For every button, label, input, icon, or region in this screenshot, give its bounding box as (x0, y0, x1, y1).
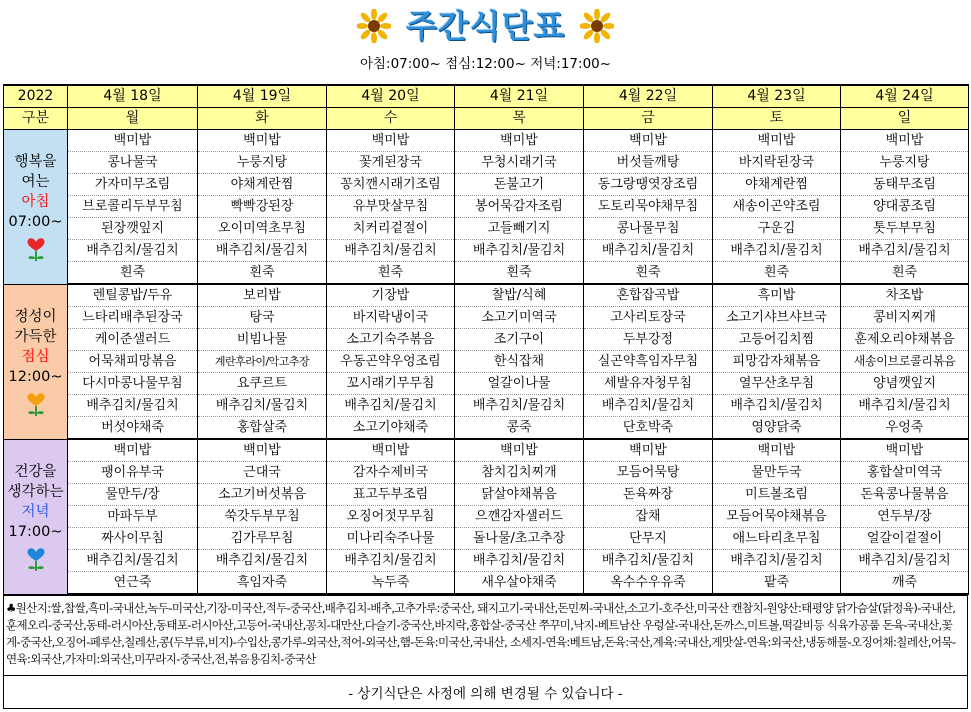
menu-item: 버섯야채죽 (68, 417, 198, 440)
menu-item: 소고기미역국 (455, 307, 584, 329)
lunch-row (4, 329, 969, 351)
menu-item: 배추김치/물김치 (68, 550, 198, 572)
menu-item: 배추김치/물김치 (584, 550, 713, 572)
menu-item: 고사리토장국 (584, 307, 713, 329)
menu-item: 차조밥 (841, 284, 969, 307)
menu-item: 새송이곤약조림 (713, 196, 841, 218)
menu-item: 백미밥 (841, 130, 969, 152)
menu-item: 야채계란찜 (198, 174, 327, 196)
meal-name: 아침 (21, 193, 50, 210)
menu-item: 실곤약흑임자무침 (584, 351, 713, 373)
menu-item: 흰죽 (841, 262, 969, 285)
meal-slogan-line: 여는 (21, 173, 50, 190)
dinner-row (4, 506, 969, 528)
menu-item: 백미밥 (584, 439, 713, 462)
menu-item: 보리밥 (198, 284, 327, 307)
menu-item: 동그랑땡엿장조림 (584, 174, 713, 196)
meal-time: 07:00~ (8, 213, 63, 230)
menu-item: 버섯들깨탕 (584, 152, 713, 174)
sunflower-icon (357, 9, 391, 43)
menu-item: 소고기샤브샤브국 (713, 307, 841, 329)
menu-item: 배추김치/물김치 (455, 240, 584, 262)
menu-item: 야채계란찜 (713, 174, 841, 196)
menu-item: 배추김치/물김치 (68, 240, 198, 262)
menu-item: 얼갈이겉절이 (841, 528, 969, 550)
menu-item: 누룽지탕 (841, 152, 969, 174)
menu-item: 치커리겉절이 (327, 218, 455, 240)
menu-item: 김가루무침 (198, 528, 327, 550)
menu-item: 흰죽 (68, 262, 198, 285)
menu-item: 배추김치/물김치 (327, 395, 455, 417)
day-cell: 수 (327, 108, 455, 130)
menu-item: 소고기숙주볶음 (327, 329, 455, 351)
meal-times: 아침:07:00~ 점심:12:00~ 저녁:17:00~ (359, 56, 612, 72)
menu-item: 우엉죽 (841, 417, 969, 440)
menu-item: 영양닭죽 (713, 417, 841, 440)
menu-item: 렌틸콩밥/두유 (68, 284, 198, 307)
dinner-row (4, 462, 969, 484)
menu-item: 흰죽 (198, 262, 327, 285)
menu-item: 배추김치/물김치 (68, 395, 198, 417)
menu-item: 깨죽 (841, 572, 969, 595)
date-cell: 4월 24일 (841, 85, 969, 108)
menu-item: 미나리숙주나물 (327, 528, 455, 550)
menu-item: 흑미밥 (713, 284, 841, 307)
weekly-menu-table (3, 84, 969, 595)
menu-item: 배추김치/물김치 (584, 240, 713, 262)
menu-item: 표고두부조림 (327, 484, 455, 506)
date-cell: 4월 23일 (713, 85, 841, 108)
breakfast-row (4, 174, 969, 196)
meal-slogan-line: 건강을 (14, 463, 57, 480)
menu-item: 배추김치/물김치 (327, 550, 455, 572)
menu-item: 흑임자죽 (198, 572, 327, 595)
menu-item: 연두부/장 (841, 506, 969, 528)
menu-item: 얼갈이나물 (455, 373, 584, 395)
menu-item: 탕국 (198, 307, 327, 329)
day-cell: 목 (455, 108, 584, 130)
dinner-label-cell (4, 439, 68, 594)
menu-item: 혼합잡곡밥 (584, 284, 713, 307)
menu-item: 우동곤약우엉조림 (327, 351, 455, 373)
menu-item: 된장깻잎지 (68, 218, 198, 240)
menu-item: 근대국 (198, 462, 327, 484)
menu-item: 한식잡채 (455, 351, 584, 373)
menu-item: 배추김치/물김치 (841, 550, 969, 572)
menu-item: 비빔나물 (198, 329, 327, 351)
menu-item: 닭살야채볶음 (455, 484, 584, 506)
menu-item: 단호박죽 (584, 417, 713, 440)
menu-item: 배추김치/물김치 (455, 550, 584, 572)
day-cell: 월 (68, 108, 198, 130)
menu-item: 모듬어묵탕 (584, 462, 713, 484)
breakfast-row (4, 218, 969, 240)
meal-name: 저녁 (21, 503, 50, 520)
menu-item: 계란후라이/악고추장 (198, 351, 327, 373)
menu-item: 모듬어묵야채볶음 (713, 506, 841, 528)
lunch-row (4, 417, 969, 440)
breakfast-row (4, 130, 969, 152)
menu-item: 팽이유부국 (68, 462, 198, 484)
lunch-row (4, 395, 969, 417)
menu-item: 느타리배추된장국 (68, 307, 198, 329)
menu-item: 백미밥 (68, 130, 198, 152)
menu-item: 돌나물/초고추장 (455, 528, 584, 550)
date-header-row (4, 85, 969, 108)
lunch-row (4, 284, 969, 307)
date-cell: 4월 20일 (327, 85, 455, 108)
lunch-label-cell (4, 284, 68, 439)
menu-item: 백미밥 (455, 130, 584, 152)
menu-item: 요쿠르트 (198, 373, 327, 395)
menu-item: 바지락냉이국 (327, 307, 455, 329)
title-bar (0, 4, 971, 48)
menu-item: 물만두/장 (68, 484, 198, 506)
menu-item: 새우살야채죽 (455, 572, 584, 595)
menu-item: 백미밥 (198, 439, 327, 462)
menu-item: 팥죽 (713, 572, 841, 595)
menu-item: 꽃게된장국 (327, 152, 455, 174)
menu-item: 돈육콩나물볶음 (841, 484, 969, 506)
menu-item: 동태무조림 (841, 174, 969, 196)
menu-item: 봉어묵감자조림 (455, 196, 584, 218)
menu-item: 양념깻잎지 (841, 373, 969, 395)
menu-item: 새송이브로콜리볶음 (841, 351, 969, 373)
menu-item: 연근죽 (68, 572, 198, 595)
orange-heart-flower-icon (23, 391, 49, 417)
menu-item: 톳두부무침 (841, 218, 969, 240)
menu-item: 빡빡강된장 (198, 196, 327, 218)
menu-item: 고들빼기지 (455, 218, 584, 240)
lunch-section (4, 284, 969, 439)
menu-item: 마파두부 (68, 506, 198, 528)
menu-item: 브로콜리두부무침 (68, 196, 198, 218)
menu-item: 다시마콩나물무침 (68, 373, 198, 395)
menu-item: 기장밥 (327, 284, 455, 307)
menu-item: 두부강정 (584, 329, 713, 351)
menu-item: 흰죽 (584, 262, 713, 285)
menu-item: 양대콩조림 (841, 196, 969, 218)
menu-item: 감자수제비국 (327, 462, 455, 484)
menu-item: 백미밥 (68, 439, 198, 462)
date-cell: 4월 19일 (198, 85, 327, 108)
menu-item: 도토리묵야채무침 (584, 196, 713, 218)
menu-item: 백미밥 (584, 130, 713, 152)
menu-item: 콩비지찌개 (841, 307, 969, 329)
menu-item: 고등어김치찜 (713, 329, 841, 351)
menu-item: 어묵채피망볶음 (68, 351, 198, 373)
menu-item: 콩나물국 (68, 152, 198, 174)
menu-item: 세발유자청무침 (584, 373, 713, 395)
menu-item: 미트볼조림 (713, 484, 841, 506)
date-cell: 4월 18일 (68, 85, 198, 108)
menu-item: 배추김치/물김치 (455, 395, 584, 417)
dinner-row (4, 484, 969, 506)
menu-item: 소고기버섯볶음 (198, 484, 327, 506)
lunch-row (4, 373, 969, 395)
menu-item: 배추김치/물김치 (584, 395, 713, 417)
menu-item: 쑥갓두부무침 (198, 506, 327, 528)
menu-item: 배추김치/물김치 (841, 395, 969, 417)
breakfast-row (4, 240, 969, 262)
day-cell: 금 (584, 108, 713, 130)
meal-time: 12:00~ (8, 368, 63, 385)
menu-item: 누룽지탕 (198, 152, 327, 174)
menu-item: 구운김 (713, 218, 841, 240)
menu-item: 소고기야채죽 (327, 417, 455, 440)
year-cell: 2022 (4, 85, 68, 108)
menu-item: 오이미역초무침 (198, 218, 327, 240)
menu-item: 훈제오리야채볶음 (841, 329, 969, 351)
menu-item: 배추김치/물김치 (327, 240, 455, 262)
meal-slogan-line: 정성이 (14, 308, 57, 325)
dinner-row (4, 572, 969, 595)
menu-item: 흰죽 (327, 262, 455, 285)
menu-item: 애느타리초무침 (713, 528, 841, 550)
menu-item: 가자미무조림 (68, 174, 198, 196)
menu-item: 흰죽 (455, 262, 584, 285)
blue-heart-flower-icon (23, 546, 49, 572)
menu-item: 열무산초무침 (713, 373, 841, 395)
day-header-row (4, 108, 969, 130)
menu-item: 케이준샐러드 (68, 329, 198, 351)
red-heart-flower-icon (23, 236, 49, 262)
page-title: 주간식단표 (405, 7, 566, 45)
breakfast-label-cell (4, 130, 68, 285)
menu-item: 홍합살죽 (198, 417, 327, 440)
menu-item: 백미밥 (198, 130, 327, 152)
menu-item: 콩나물무침 (584, 218, 713, 240)
meal-slogan-line: 가득한 (14, 328, 57, 345)
menu-item: 단무지 (584, 528, 713, 550)
menu-item: 배추김치/물김치 (713, 240, 841, 262)
date-cell: 4월 22일 (584, 85, 713, 108)
menu-item: 백미밥 (455, 439, 584, 462)
menu-item: 잡채 (584, 506, 713, 528)
menu-item: 참치김치찌개 (455, 462, 584, 484)
sunflower-icon (580, 9, 614, 43)
menu-item: 오징어젓무무침 (327, 506, 455, 528)
menu-item: 바지락된장국 (713, 152, 841, 174)
menu-item: 배추김치/물김치 (841, 240, 969, 262)
menu-item: 꽁치깬시래기조림 (327, 174, 455, 196)
dinner-row (4, 550, 969, 572)
dinner-row (4, 439, 969, 462)
lunch-row (4, 351, 969, 373)
lunch-row (4, 307, 969, 329)
menu-item: 돈불고기 (455, 174, 584, 196)
meal-name: 점심 (21, 348, 50, 365)
meal-slogan-line: 행복을 (14, 153, 57, 170)
menu-item: 배추김치/물김치 (713, 395, 841, 417)
day-cell: 토 (713, 108, 841, 130)
menu-item: 백미밥 (713, 439, 841, 462)
menu-item: 배추김치/물김치 (198, 550, 327, 572)
menu-item: 짜사이무침 (68, 528, 198, 550)
menu-item: 홍합살미역국 (841, 462, 969, 484)
menu-item: 꼬시래기무무침 (327, 373, 455, 395)
change-notice: - 상기식단은 사정에 의해 변경될 수 있습니다 - (4, 675, 967, 704)
menu-item: 백미밥 (713, 130, 841, 152)
menu-item: 무청시래기국 (455, 152, 584, 174)
dinner-section (4, 439, 969, 594)
breakfast-section (4, 130, 969, 285)
menu-item: 배추김치/물김치 (713, 550, 841, 572)
breakfast-row (4, 152, 969, 174)
origin-box (3, 595, 968, 709)
menu-item: 콩죽 (455, 417, 584, 440)
meal-slogan-line: 생각하는 (7, 483, 64, 500)
breakfast-row (4, 262, 969, 285)
origin-info: ♣원산지:쌀,찹쌀,흑미-국내산,녹두-미국산,기장-미국산,적두-중국산,배추김치-배추,고추가루:중국산, 돼지고기-국내산,돈민찌-국내산,소고기-호주산,미국산 캔참치-원양산:태평양 닭가슴살(닭정육)-국내산,훈제오리-중국산,동태-러시아산,동태포-러시아산,고등어-국내산,꽁치-대만산,다슬기-중국산,바지락,홍합살-중국산 쭈꾸미,낙지-베트남산 우렁살-국내산,돈까스,미트볼,떡갈비등 식육가공품 돈육-국내산,꽃게-중국산,오징어-페루산,칠레산,콩(두부류,비지)-수입산,콩가루-외국산,적어-외국산,햄-돈육:미국산,국내산, 소세지-연육:베트남,돈육:국산,계육:국내산,게맛살-연육:외국산,냉동해물-오징어채:칠레산,어묵-연육:외국산,가자미:외국산,미꾸라지-중국산,전,볶음용김치-중국산 (6, 601, 956, 666)
dinner-row (4, 528, 969, 550)
breakfast-row (4, 196, 969, 218)
day-cell: 화 (198, 108, 327, 130)
meal-time: 17:00~ (8, 523, 63, 540)
menu-item: 유부맛살무침 (327, 196, 455, 218)
menu-item: 옥수수우유죽 (584, 572, 713, 595)
menu-item: 찰밥/식혜 (455, 284, 584, 307)
menu-item: 조기구이 (455, 329, 584, 351)
menu-item: 백미밥 (841, 439, 969, 462)
day-cell: 일 (841, 108, 969, 130)
date-cell: 4월 21일 (455, 85, 584, 108)
menu-item: 배추김치/물김치 (198, 395, 327, 417)
menu-item: 배추김치/물김치 (198, 240, 327, 262)
menu-item: 녹두죽 (327, 572, 455, 595)
menu-item: 백미밥 (327, 439, 455, 462)
menu-item: 으깬감자샐러드 (455, 506, 584, 528)
menu-item: 물만두국 (713, 462, 841, 484)
menu-item: 돈육짜장 (584, 484, 713, 506)
menu-item: 흰죽 (713, 262, 841, 285)
gubun-cell: 구분 (4, 108, 68, 130)
menu-item: 피망감자채볶음 (713, 351, 841, 373)
menu-item: 백미밥 (327, 130, 455, 152)
